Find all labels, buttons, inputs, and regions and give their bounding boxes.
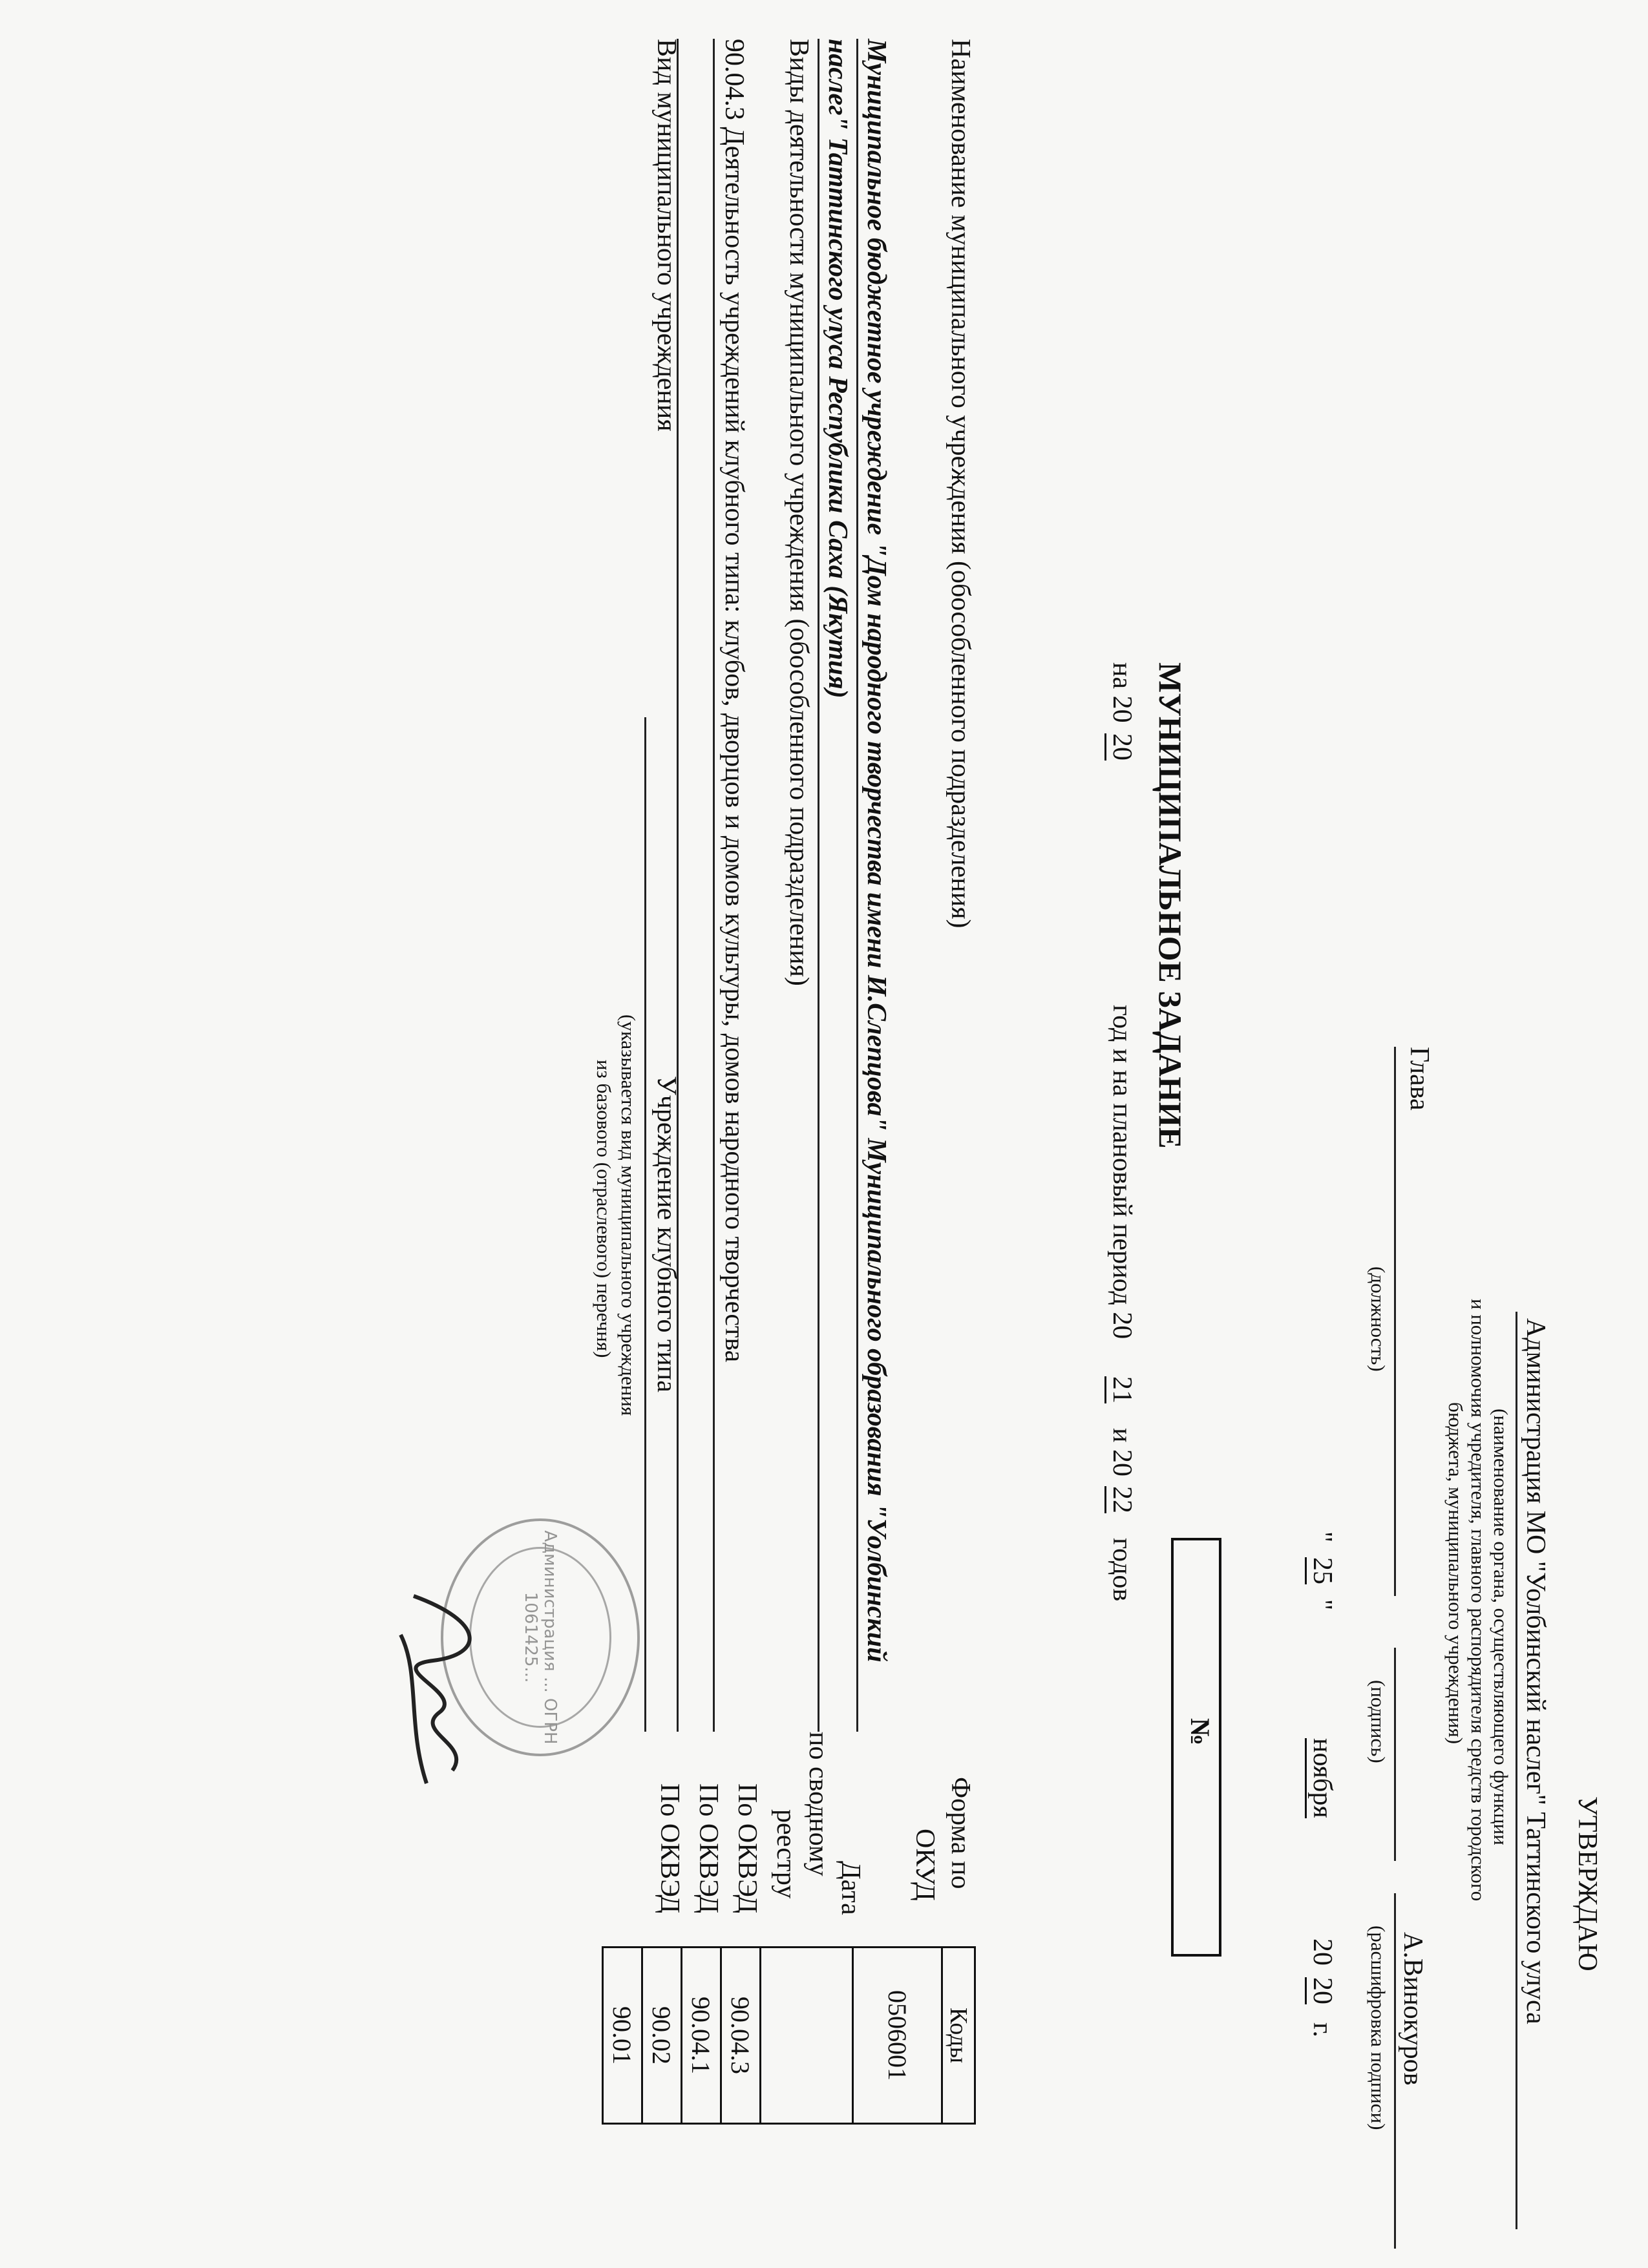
organization-note-2: и полномочия учредителя, главного распорядителя средств городского [1467, 1299, 1490, 1902]
code-okved-1: 90.04.3 [721, 1948, 761, 2124]
institution-line-1: Муниципальное бюджетное учреждение "Дом народного творчества имени И.Слепцова" Муниципального образования "Уолбинский [861, 39, 891, 1663]
number-box-label: № [1185, 1718, 1214, 1746]
activity-rule [713, 39, 715, 1732]
type-rule [644, 717, 646, 1732]
document-title: МУНИЦИПАЛЬНОЕ ЗАДАНИЕ [1152, 662, 1188, 1149]
number-box [1171, 1538, 1221, 1957]
code-okved-3: 90.02 [642, 1948, 682, 2124]
signature-line [1394, 1648, 1396, 1861]
institution-line-1-rule [856, 39, 858, 1732]
signer-note: (расшифровка подписи) [1367, 1926, 1389, 2130]
approval-title: УТВЕРЖДАЮ [1572, 1796, 1602, 1971]
code-okved-2: 90.04.1 [682, 1948, 721, 2124]
institution-label: Наименование муниципального учреждения (обособленного подразделения) [945, 39, 975, 929]
date-suffix: г. [1307, 2022, 1337, 2037]
code-okved-4: 90.01 [603, 1948, 642, 2124]
period-mid: год и на плановый период 20 [1107, 1005, 1137, 1339]
type-note-2: из базового (отраслевого) перечня) [593, 1060, 615, 1358]
position-line [1394, 1047, 1396, 1596]
label-okved-3: По ОКВЭД [655, 1783, 684, 1914]
period-suffix: годов [1107, 1538, 1137, 1602]
stamp-text: Администрация ... ОГРН 1061425... [521, 1530, 560, 1745]
code-okud: 0506001 [853, 1948, 942, 2124]
label-okved-2: По ОКВЭД [693, 1783, 723, 1914]
type-note-1: (указывается вид муниципального учреждения [617, 1014, 640, 1416]
label-date: Дата [836, 1861, 865, 1915]
code-date [761, 1948, 853, 2124]
type-label: Вид муниципального учреждения [651, 39, 681, 432]
date-day: 25 [1305, 1557, 1338, 1584]
label-svod: по сводному [803, 1732, 833, 1876]
date-quote-open: " [1307, 1531, 1337, 1543]
institution-line-2: наслег" Таттинского улуса Республики Саха (Якутия) [823, 39, 852, 698]
signature-note: (подпись) [1367, 1680, 1389, 1763]
approval-signer: А.Винокуров [1398, 1932, 1428, 2086]
date-year: 20 [1305, 1977, 1338, 2004]
codes-table [602, 1946, 976, 2125]
label-forma: Форма по [945, 1777, 975, 1889]
period-prefix: на 20 [1107, 662, 1137, 723]
position-note: (должность) [1367, 1266, 1389, 1372]
signer-line [1394, 1893, 1396, 2249]
year-plan1: 21 [1104, 1376, 1137, 1403]
organization-note-1: (наименование органа, осуществляющего функции [1490, 1409, 1512, 1845]
approval-position: Глава [1404, 1047, 1434, 1111]
year-main: 20 [1104, 733, 1137, 761]
date-year-prefix: 20 [1307, 1938, 1337, 1966]
handwritten-signature [355, 1583, 511, 1796]
date-quote-close: " [1307, 1599, 1337, 1611]
activity-label: Виды деятельности муниципального учреждения (обособленного подразделения) [784, 39, 814, 986]
label-reestr: реестру [771, 1809, 801, 1899]
label-okud: ОКУД [910, 1829, 940, 1901]
organization-note-3: бюджета, муниципального учреждения) [1444, 1402, 1467, 1745]
organization-line [1516, 1312, 1517, 2229]
period-and: и 20 [1107, 1428, 1137, 1476]
approval-organization: Администрация МО "Уолбинский наслег" Таттинского улуса [1521, 1318, 1550, 2024]
codes-header: Коды [942, 1948, 975, 2124]
type-value: Учреждение клубного типа [651, 1076, 681, 1392]
date-month: ноября [1305, 1738, 1338, 1818]
label-okved-1: По ОКВЭД [732, 1783, 762, 1914]
year-plan2: 22 [1104, 1486, 1137, 1513]
institution-line-2-rule [818, 39, 819, 1732]
activity-value: 90.04.3 Деятельность учреждений клубного типа: клубов, дворцов и домов культуры, домов народного творчества [719, 39, 749, 1363]
